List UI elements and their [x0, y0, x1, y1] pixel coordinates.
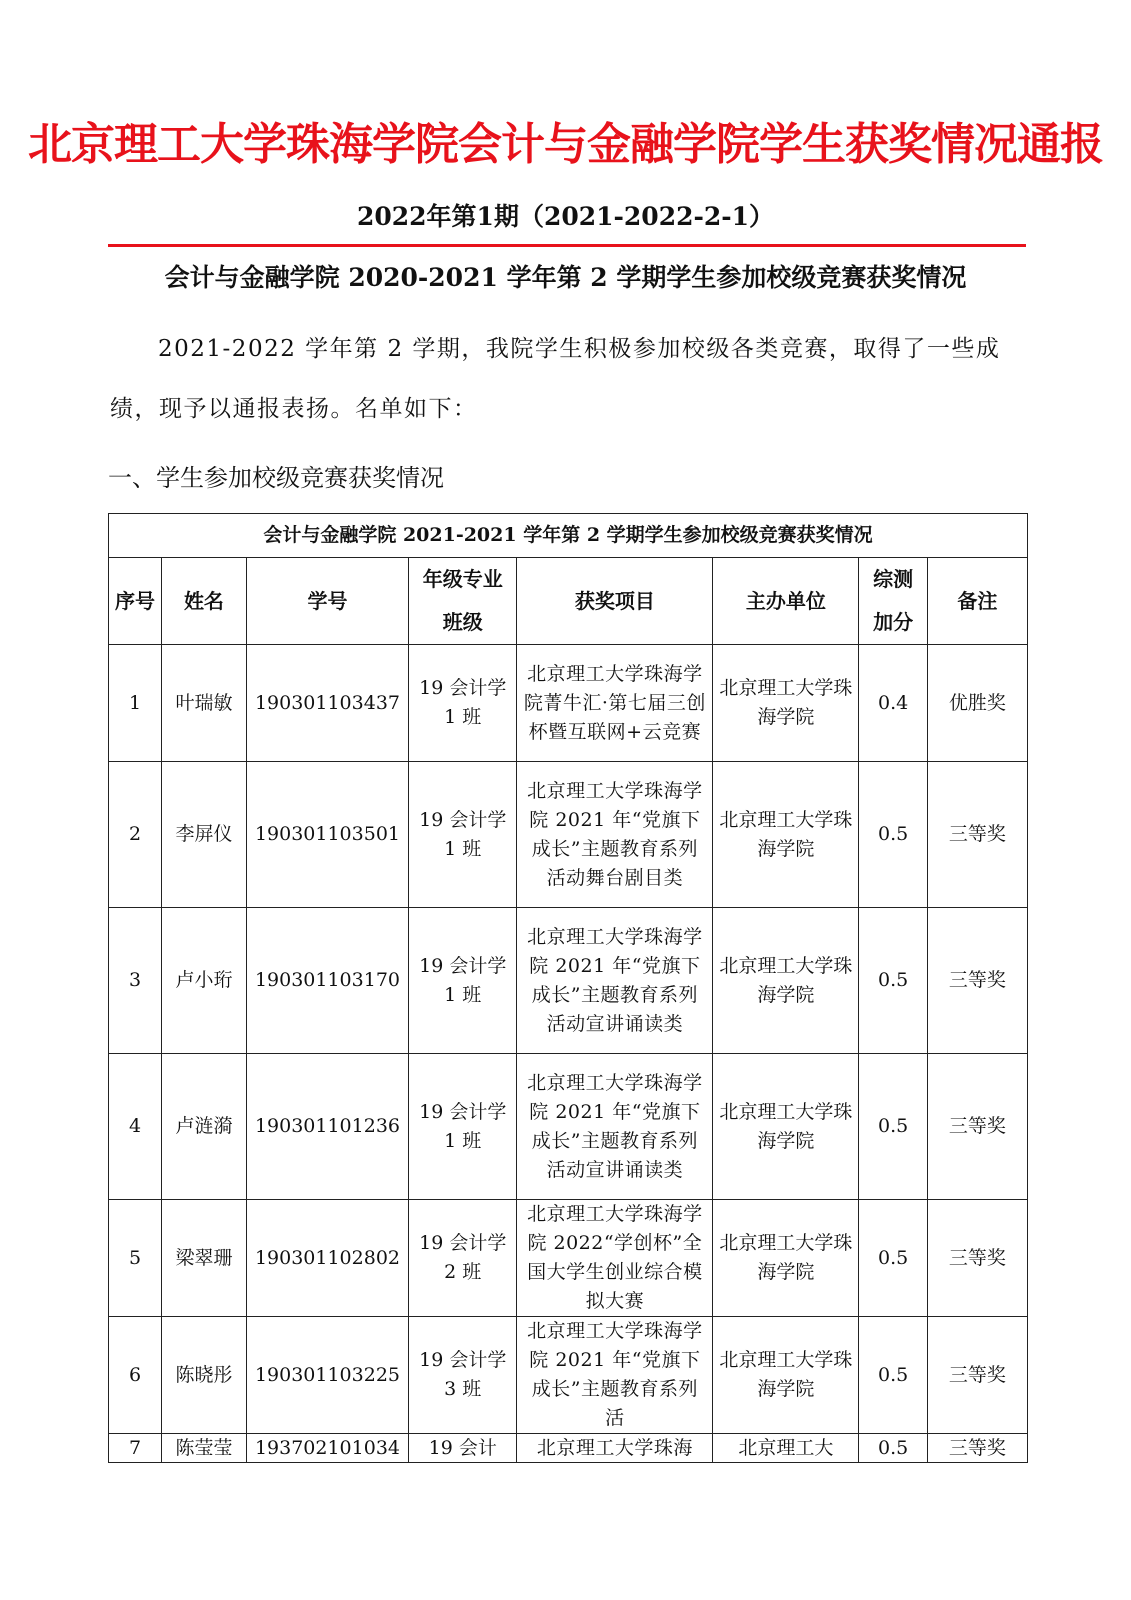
row-number: 7 [128, 1437, 142, 1459]
report-subheading: 会计与金融学院 2020-2021 学年第 2 学期学生参加校级竞赛获奖情况 [164, 263, 967, 292]
student-class: 19 会计学 1 班 [409, 762, 517, 908]
row-number: 5 [109, 1200, 162, 1317]
column-header: 学号 [246, 558, 408, 645]
award-project: 北京理工大学珠海学院 2022“学创杯”全国大学生创业综合模拟大赛 [517, 1200, 713, 1317]
student-name: 梁翠珊 [162, 1200, 247, 1317]
student-id: 190301102802 [246, 1200, 408, 1317]
student-id: 190301101236 [246, 1054, 408, 1200]
column-header: 综测加分 [859, 558, 927, 645]
student-name: 陈莹莹 [175, 1437, 233, 1459]
award-note: 三等奖 [927, 908, 1027, 1054]
award-note: 三等奖 [927, 1317, 1027, 1434]
organizer: 北京理工大学珠海学院 [713, 908, 859, 1054]
table-row [109, 1317, 1028, 1434]
bonus-points: 0.5 [859, 908, 927, 1054]
organizer: 北京理工大学珠海学院 [713, 1200, 859, 1317]
table-caption: 会计与金融学院 2021-2021 学年第 2 学期学生参加校级竞赛获奖情况 [109, 514, 1028, 558]
student-id: 190301103437 [246, 645, 408, 762]
bonus-points: 0.5 [877, 1437, 909, 1459]
document-title: 北京理工大学珠海学院会计与金融学院学生获奖情况通报 [28, 119, 1103, 170]
student-class: 19 会计学 1 班 [409, 645, 517, 762]
award-note: 三等奖 [927, 762, 1027, 908]
student-class: 19 会计 [428, 1437, 497, 1459]
organizer: 北京理工大 [738, 1437, 834, 1459]
organizer: 北京理工大学珠海学院 [713, 1054, 859, 1200]
row-number: 2 [109, 762, 162, 908]
award-project: 北京理工大学珠海学院菁牛汇·第七届三创杯暨互联网+云竞赛 [517, 645, 713, 762]
column-header: 获奖项目 [517, 558, 713, 645]
table-row [109, 1434, 1028, 1463]
student-name: 叶瑞敏 [162, 645, 247, 762]
table-row [109, 1054, 1028, 1200]
student-class: 19 会计学 1 班 [409, 1054, 517, 1200]
award-project: 北京理工大学珠海学院 2021 年“党旗下成长”主题教育系列活动舞台剧目类 [517, 762, 713, 908]
award-note: 三等奖 [927, 1200, 1027, 1317]
student-class: 19 会计学 3 班 [409, 1317, 517, 1434]
organizer: 北京理工大学珠海学院 [713, 762, 859, 908]
row-number: 4 [109, 1054, 162, 1200]
bonus-points: 0.5 [859, 762, 927, 908]
award-note: 三等奖 [927, 1054, 1027, 1200]
student-id: 190301103225 [246, 1317, 408, 1434]
student-name: 李屏仪 [162, 762, 247, 908]
issue-number: 2022年第1期（2021-2022-2-1） [356, 202, 775, 231]
student-id: 193702101034 [254, 1437, 400, 1459]
award-project: 北京理工大学珠海学院 2021 年“党旗下成长”主题教育系列活动宣讲诵读类 [517, 908, 713, 1054]
bonus-points: 0.5 [859, 1200, 927, 1317]
row-number: 6 [109, 1317, 162, 1434]
student-class: 19 会计学 1 班 [409, 908, 517, 1054]
student-name: 陈晓彤 [162, 1317, 247, 1434]
award-project: 北京理工大学珠海 [536, 1437, 693, 1459]
award-project: 北京理工大学珠海学院 2021 年“党旗下成长”主题教育系列活 [517, 1317, 713, 1434]
award-table [108, 513, 1028, 1463]
column-header: 序号 [109, 558, 162, 645]
table-row [109, 908, 1028, 1054]
student-class: 19 会计学 2 班 [409, 1200, 517, 1317]
student-id: 190301103501 [246, 762, 408, 908]
award-note: 优胜奖 [927, 645, 1027, 762]
row-number: 1 [109, 645, 162, 762]
table-row [109, 1200, 1028, 1317]
table-header-row [109, 558, 1028, 645]
bonus-points: 0.5 [859, 1317, 927, 1434]
award-note: 三等奖 [948, 1437, 1006, 1459]
student-name: 卢小珩 [162, 908, 247, 1054]
column-header: 主办单位 [713, 558, 859, 645]
column-header: 备注 [927, 558, 1027, 645]
bonus-points: 0.4 [859, 645, 927, 762]
title-divider [108, 244, 1026, 247]
column-header: 姓名 [162, 558, 247, 645]
student-id: 190301103170 [246, 908, 408, 1054]
award-project: 北京理工大学珠海学院 2021 年“党旗下成长”主题教育系列活动宣讲诵读类 [517, 1054, 713, 1200]
table-row [109, 645, 1028, 762]
row-number: 3 [109, 908, 162, 1054]
organizer: 北京理工大学珠海学院 [713, 645, 859, 762]
intro-paragraph: 2021-2022 学年第 2 学期，我院学生积极参加校级各类竞赛，取得了一些成绩，现予以通报表扬。名单如下： [110, 336, 1001, 422]
organizer: 北京理工大学珠海学院 [713, 1317, 859, 1434]
column-header: 年级专业班级 [409, 558, 517, 645]
bonus-points: 0.5 [859, 1054, 927, 1200]
student-name: 卢涟漪 [162, 1054, 247, 1200]
section-heading: 一、学生参加校级竞赛获奖情况 [108, 464, 444, 492]
table-row [109, 762, 1028, 908]
